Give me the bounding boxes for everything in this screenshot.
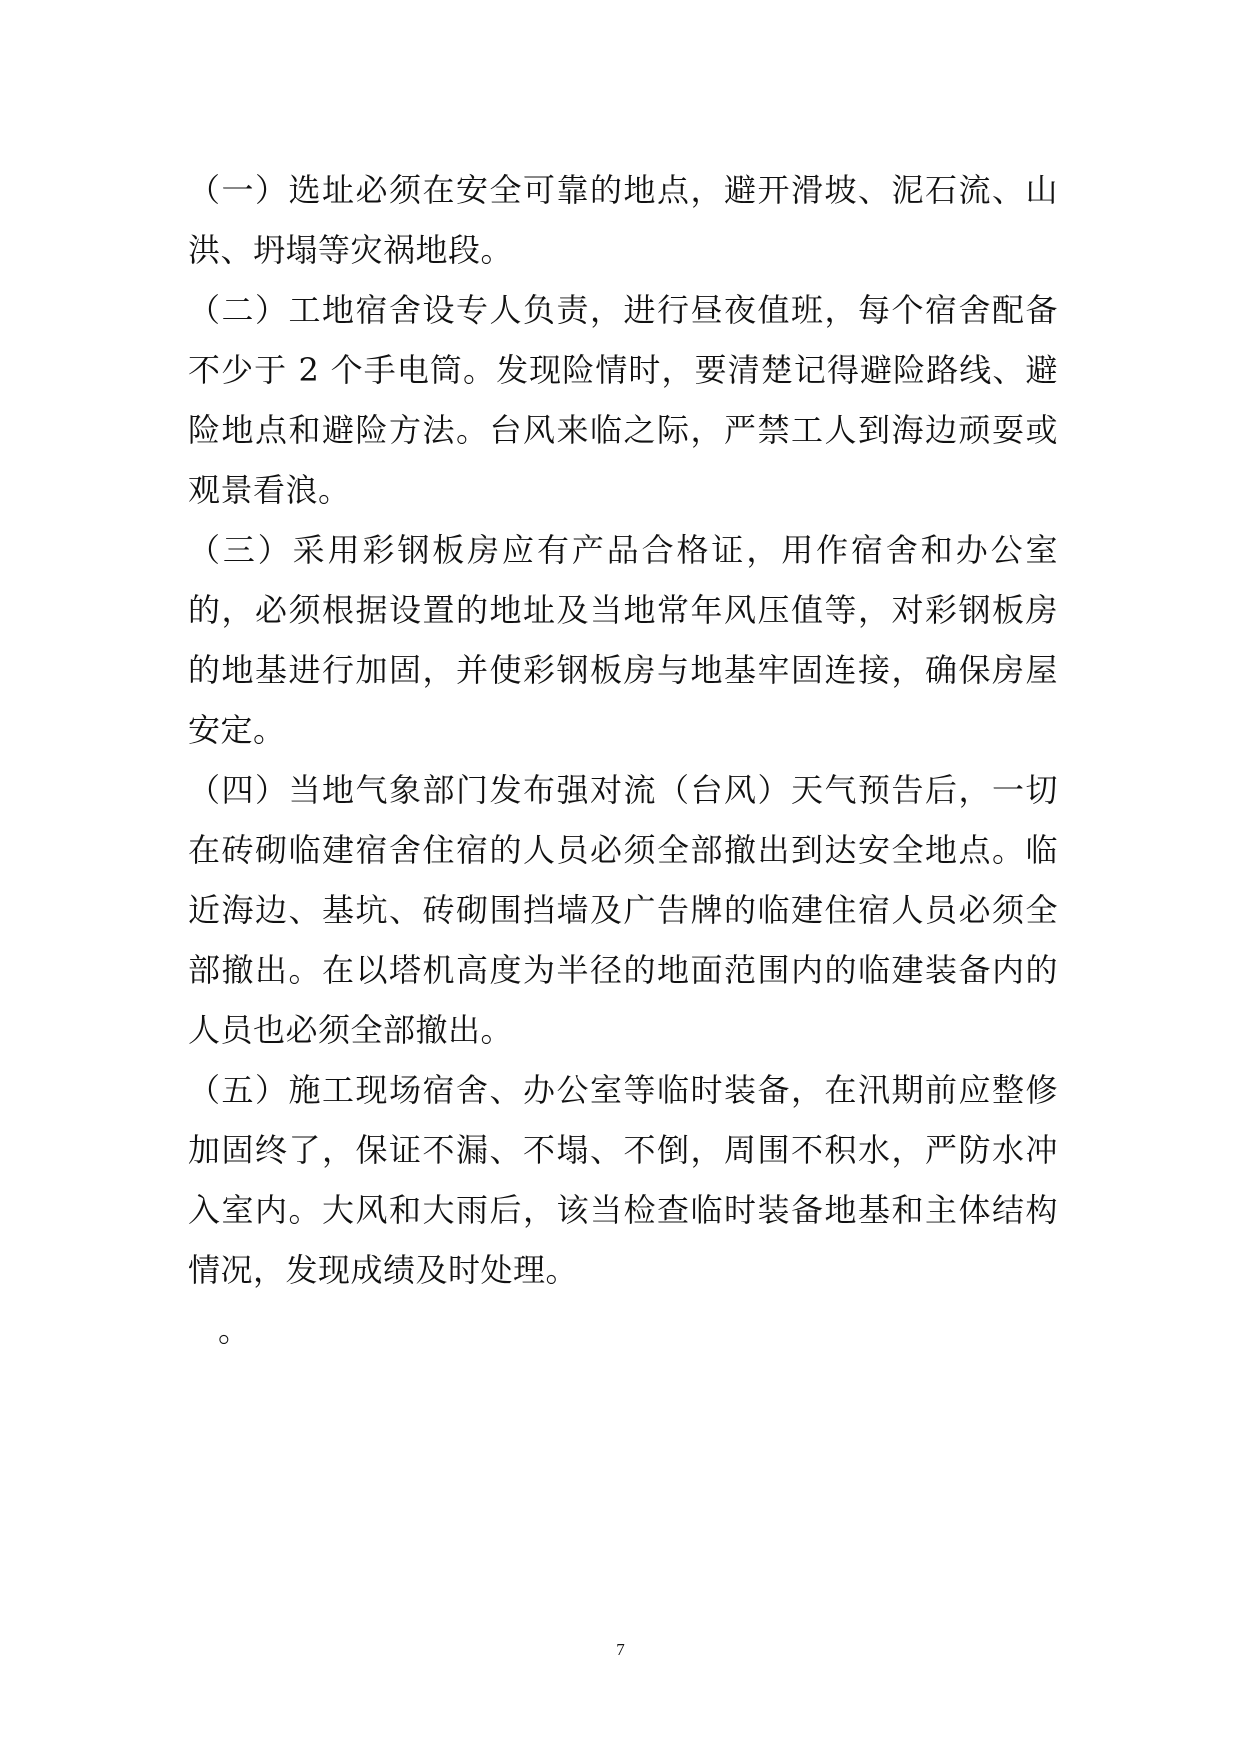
paragraph-2: （二）工地宿舍设专人负责，进行昼夜值班，每个宿舍配备不少于 2 个手电筒。发现险情时，要清楚记得避险路线、避险地点和避险方法。台风来临之际，严禁工人到海边顽耍或观景看浪。 (188, 291, 1058, 509)
paragraph-4: （四）当地气象部门发布强对流（台风）天气预告后，一切在砖砌临建宿舍住宿的人员必须全部撤出到达安全地点。临近海边、基坑、砖砌围挡墙及广告牌的临建住宿人员必须全部撤出。在以塔机高度为半径的地面范围内的临建装备内的人员也必须全部撤出。 (188, 771, 1058, 1049)
paragraph-3: （三）采用彩钢板房应有产品合格证，用作宿舍和办公室的，必须根据设置的地址及当地常年风压值等，对彩钢板房的地基进行加固，并使彩钢板房与地基牢固连接，确保房屋安定。 (188, 531, 1058, 749)
document-body (188, 160, 1058, 1390)
paragraph-5: （五）施工现场宿舍、办公室等临时装备，在汛期前应整修加固终了，保证不漏、不塌、不倒，周围不积水，严防水冲入室内。大风和大雨后，该当检查临时装备地基和主体结构情况，发现成绩及时处理。 (188, 1071, 1058, 1289)
page-number: 7 (616, 1640, 625, 1659)
paragraph-1: （一）选址必须在安全可靠的地点，避开滑坡、泥石流、山洪、坍塌等灾祸地段。 (188, 171, 1058, 269)
trailing-punctuation: 。 (218, 1311, 251, 1349)
